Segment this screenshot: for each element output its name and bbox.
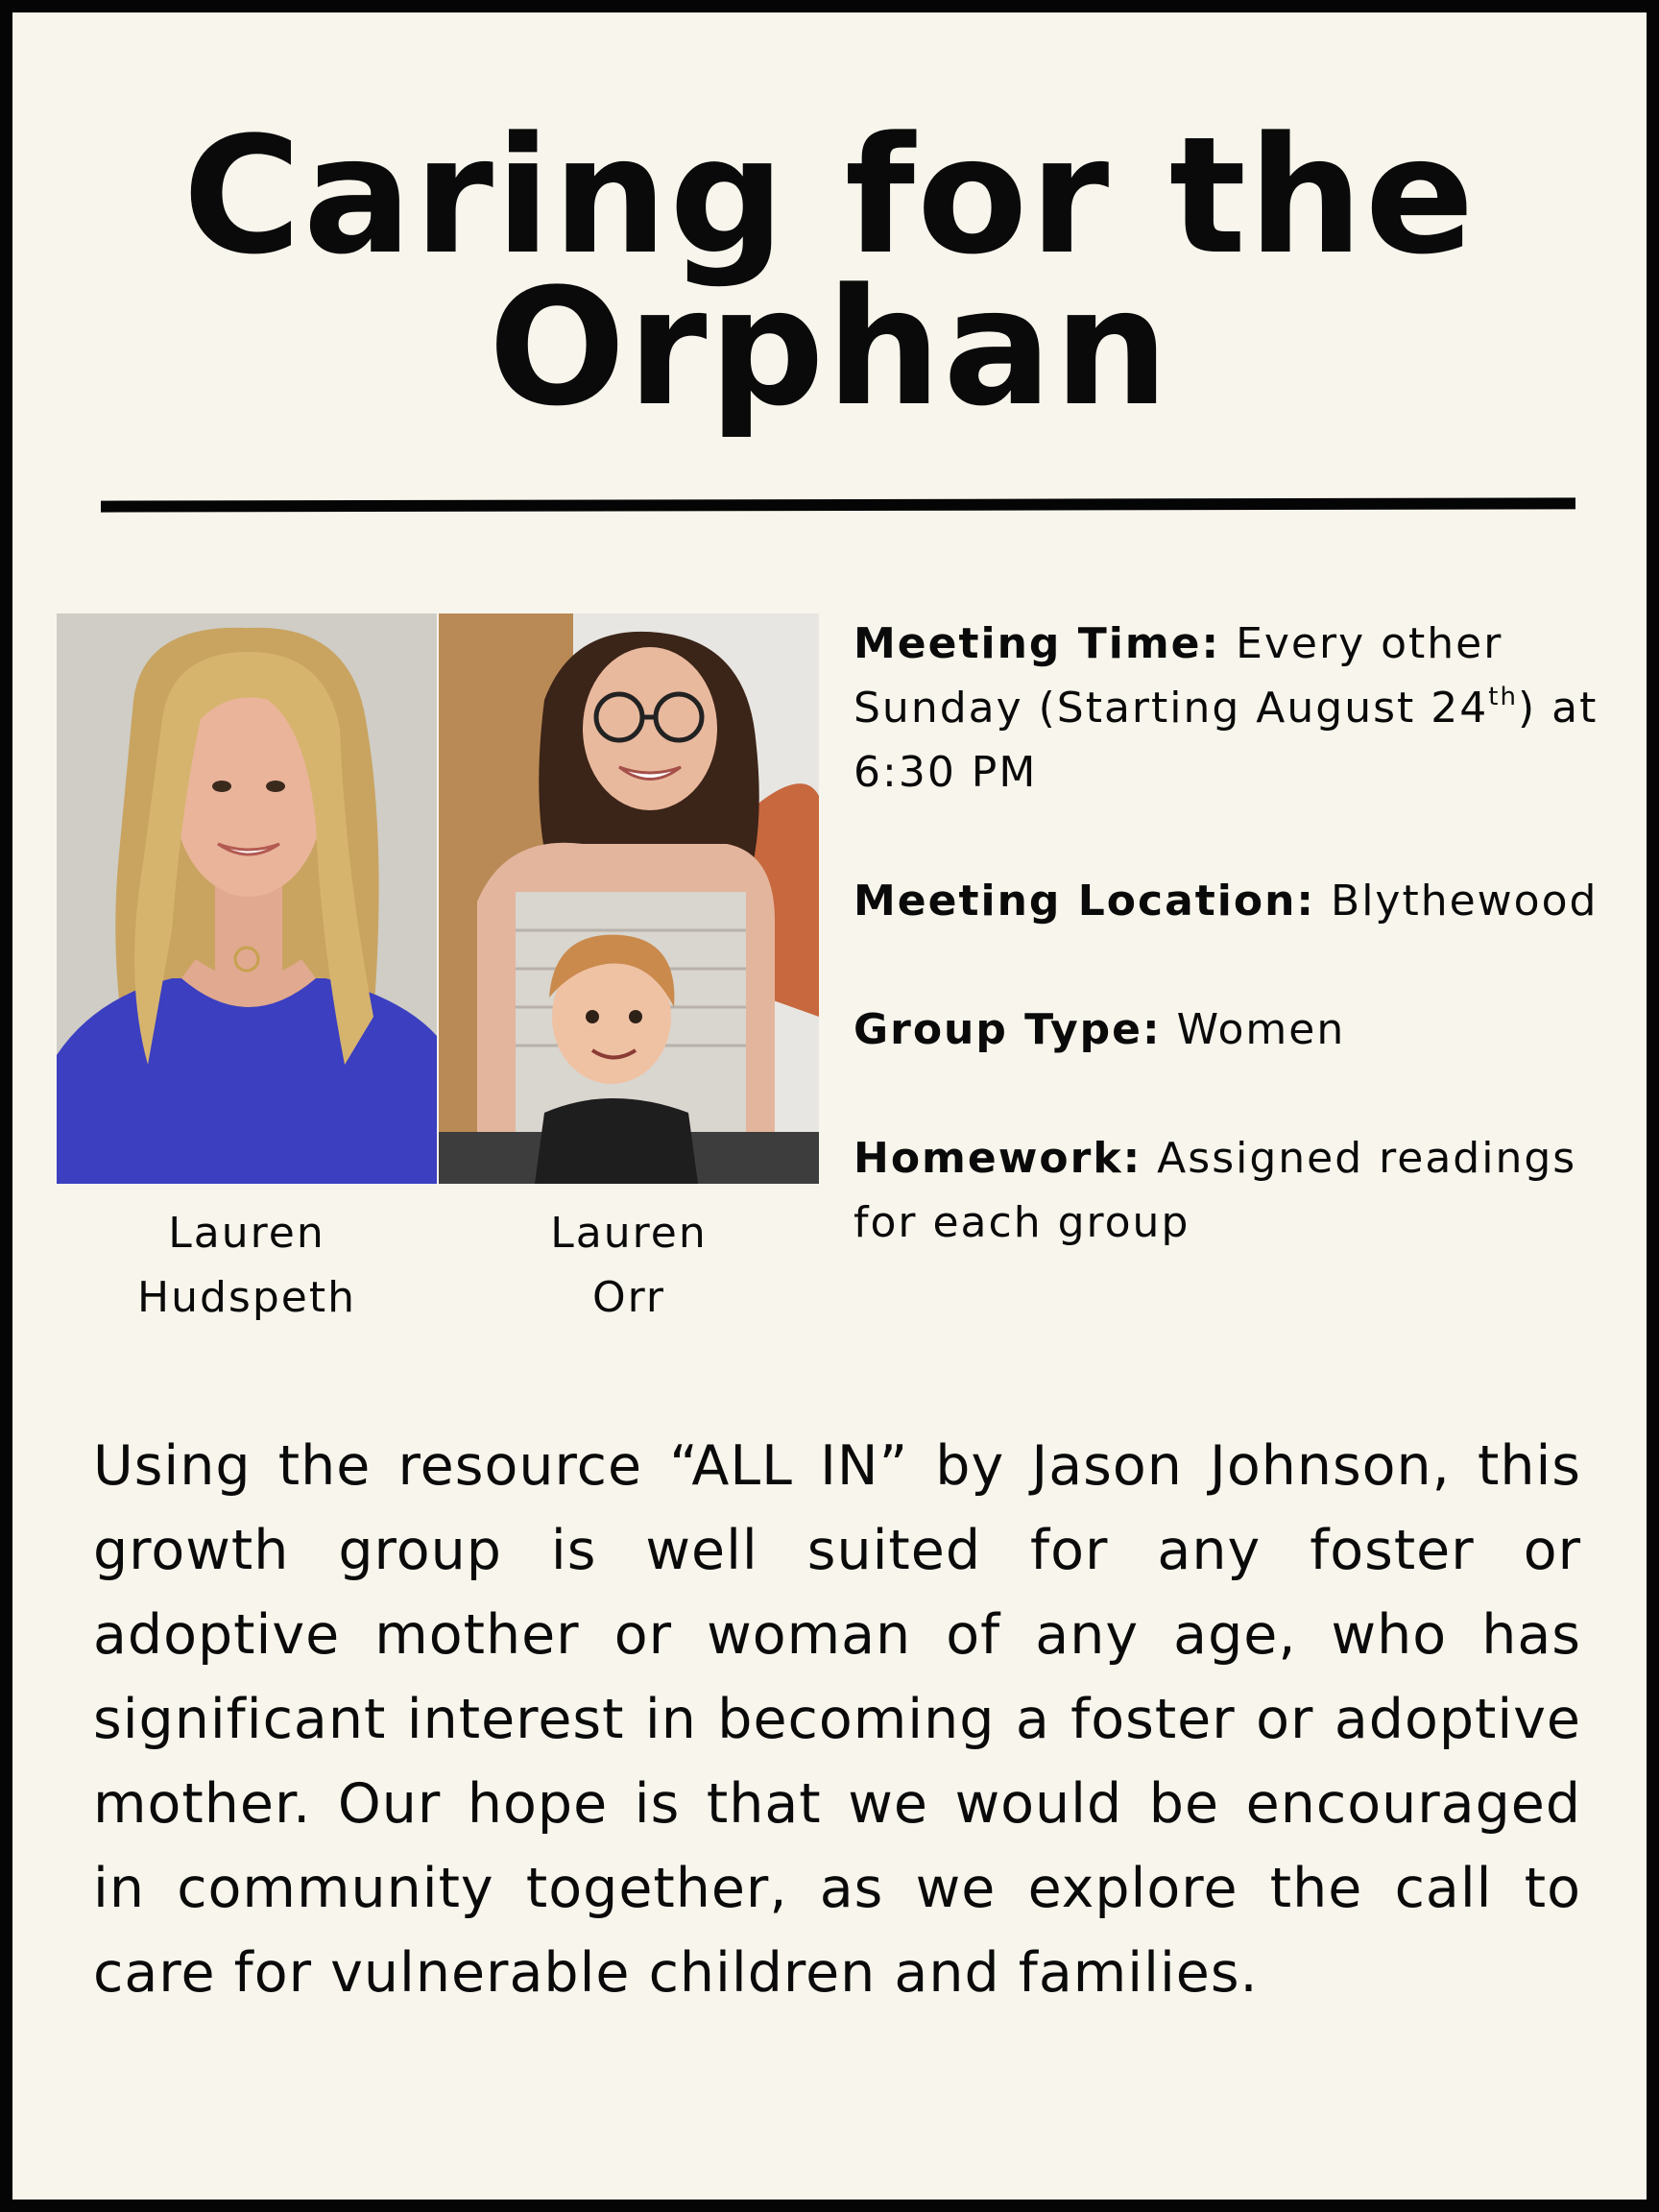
leader-caption-orr bbox=[439, 1201, 819, 1330]
group-description: Using the resource “ALL IN” by Jason Johnson, this growth group is well suited for any foster or adoptive mother or woman of any age, who has significant interest in becoming a foster or adoptive mother. Our hope is that we would be encouraged in community together, as we explore the call to care for vulnerable children and families. bbox=[93, 1434, 1581, 2005]
leader-photo-orr bbox=[439, 613, 819, 1184]
meeting-location-value: Blythewood bbox=[1315, 877, 1599, 926]
portrait-icon bbox=[57, 613, 437, 1184]
homework-value: Assigned readings for each group bbox=[854, 1134, 1577, 1247]
leader-photo-hudspeth bbox=[57, 613, 437, 1184]
meeting-time-value-end: ) at 6:30 PM bbox=[854, 684, 1599, 797]
group-type-value: Women bbox=[1161, 1005, 1346, 1054]
leader-first-name: Lauren bbox=[168, 1209, 325, 1258]
leader-last-name: Orr bbox=[591, 1273, 666, 1322]
meeting-details bbox=[854, 612, 1650, 1319]
leader-last-name: Hudspeth bbox=[137, 1273, 356, 1322]
leader-first-name: Lauren bbox=[550, 1209, 708, 1258]
meeting-location-label: Meeting Location: bbox=[854, 877, 1316, 926]
group-type-label: Group Type: bbox=[854, 1005, 1162, 1054]
meeting-time-value: Every other Sunday (Starting August 24 bbox=[854, 619, 1503, 733]
meeting-time bbox=[854, 612, 1650, 805]
flyer-title: Caring for the Orphan bbox=[182, 102, 1477, 442]
homework-label: Homework: bbox=[854, 1134, 1142, 1183]
homework bbox=[854, 1126, 1650, 1255]
leader-caption-hudspeth bbox=[57, 1201, 437, 1330]
meeting-time-ordinal: th bbox=[1488, 683, 1518, 711]
title-divider bbox=[101, 497, 1575, 512]
group-type bbox=[854, 998, 1650, 1062]
meeting-location bbox=[854, 869, 1650, 933]
meeting-time-label: Meeting Time: bbox=[854, 619, 1221, 668]
portrait-icon bbox=[439, 613, 819, 1184]
